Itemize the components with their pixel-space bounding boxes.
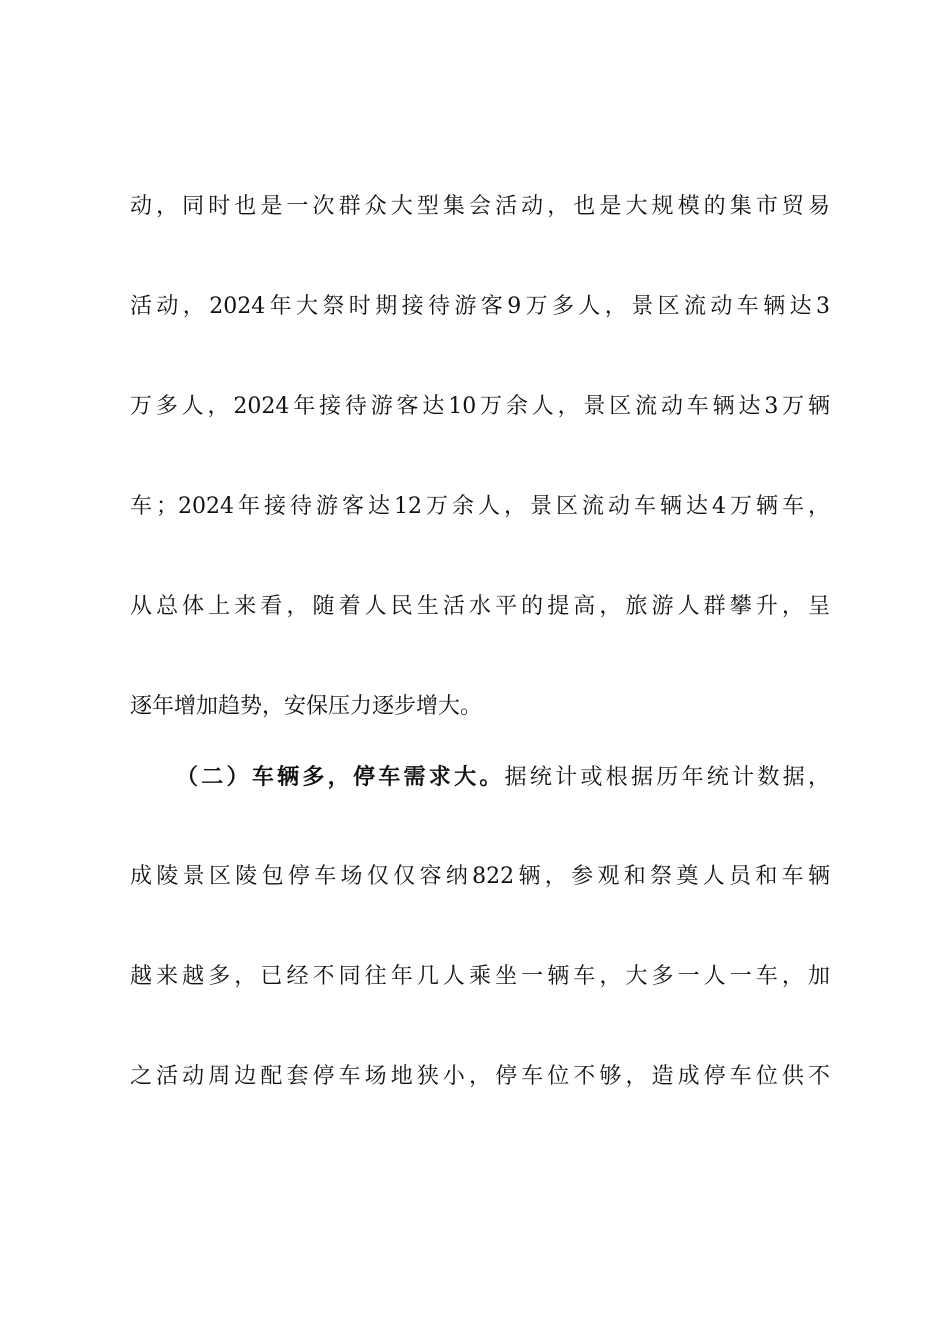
paragraph-2-line-2: 成陵景区陵包停车场仅仅容纳822辆，参观和祭奠人员和车辆 xyxy=(130,864,830,889)
paragraph-1-line-5: 从总体上来看，随着人民生活水平的提高，旅游人群攀升，呈 xyxy=(130,594,830,619)
paragraph-2-line-3: 越来越多，已经不同往年几人乘坐一辆车，大多一人一车，加 xyxy=(130,964,830,989)
paragraph-2-line-1 xyxy=(176,762,830,793)
paragraph-1-line-3: 万多人，2024年接待游客达10万余人，景区流动车辆达3万辆 xyxy=(130,394,830,419)
section-heading: （二）车辆多，停车需求大。 xyxy=(176,764,505,790)
paragraph-1-line-1: 动，同时也是一次群众大型集会活动，也是大规模的集市贸易 xyxy=(130,194,830,219)
paragraph-1-line-2: 活动，2024年大祭时期接待游客9万多人，景区流动车辆达3 xyxy=(130,294,830,319)
paragraph-1-line-6: 逐年增加趋势，安保压力逐步增大。 xyxy=(130,694,483,719)
paragraph-2-line-1-text: 据统计或根据历年统计数据， xyxy=(504,765,830,790)
paragraph-2-line-4: 之活动周边配套停车场地狭小，停车位不够，造成停车位供不 xyxy=(130,1064,830,1089)
paragraph-1-line-4: 车；2024年接待游客达12万余人，景区流动车辆达4万辆车， xyxy=(130,494,830,519)
